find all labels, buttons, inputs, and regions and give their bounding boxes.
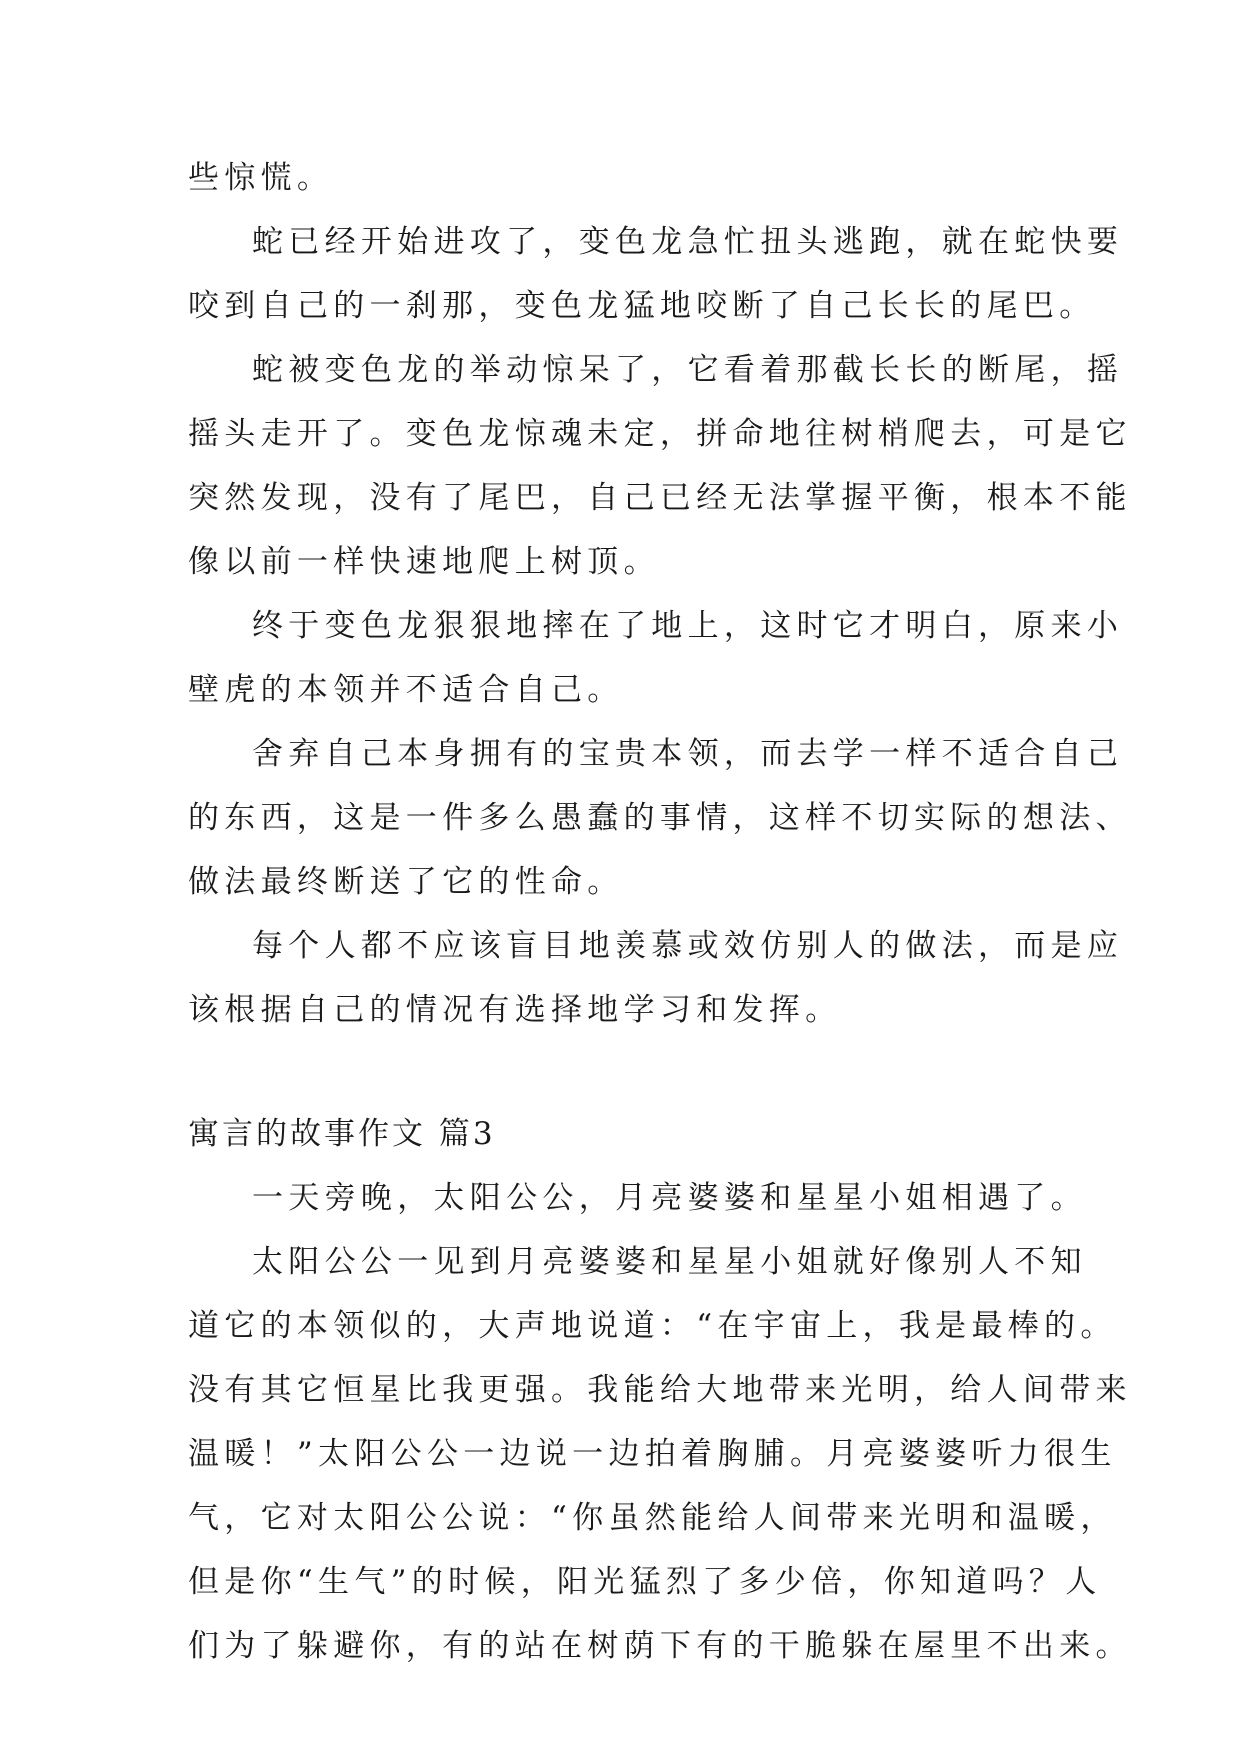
paragraph-line: 像以前一样快速地爬上树顶。 xyxy=(188,544,660,580)
paragraph-line: 壁虎的本领并不适合自己。 xyxy=(188,672,624,708)
section-heading: 寓言的故事作文 篇3 xyxy=(188,1116,496,1152)
paragraph-line: 一天旁晚，太阳公公，月亮婆婆和星星小姐相遇了。 xyxy=(252,1180,1087,1216)
paragraph-line: 们为了躲避你，有的站在树荫下有的干脆躲在屋里不出来。 xyxy=(188,1628,1132,1664)
paragraph-line: 些惊慌。 xyxy=(188,160,334,196)
paragraph-line: 温暖！”太阳公公一边说一边拍着胸脯。月亮婆婆听力很生 xyxy=(188,1436,1117,1472)
paragraph-line: 没有其它恒星比我更强。我能给大地带来光明，给人间带来 xyxy=(188,1372,1132,1408)
paragraph-line: 太阳公公一见到月亮婆婆和星星小姐就好像别人不知 xyxy=(252,1244,1087,1280)
paragraph-line: 气，它对太阳公公说：“你虽然能给人间带来光明和温暖， xyxy=(188,1500,1117,1536)
paragraph-line: 咬到自己的一刹那，变色龙猛地咬断了自己长长的尾巴。 xyxy=(188,288,1096,324)
paragraph-line: 该根据自己的情况有选择地学习和发挥。 xyxy=(188,992,842,1028)
paragraph-line: 的东西，这是一件多么愚蠢的事情，这样不切实际的想法、 xyxy=(188,800,1132,836)
paragraph-line: 做法最终断送了它的性命。 xyxy=(188,864,624,900)
paragraph-line: 但是你“生气”的时候，阳光猛烈了多少倍，你知道吗？人 xyxy=(188,1564,1102,1600)
paragraph-line: 道它的本领似的，大声地说道：“在宇宙上，我是最棒的。 xyxy=(188,1308,1117,1344)
paragraph-line: 突然发现，没有了尾巴，自己已经无法掌握平衡，根本不能 xyxy=(188,480,1132,516)
paragraph-line: 摇头走开了。变色龙惊魂未定，拼命地往树梢爬去，可是它 xyxy=(188,416,1132,452)
paragraph-line: 舍弃自己本身拥有的宝贵本领，而去学一样不适合自己 xyxy=(252,736,1124,772)
paragraph-line: 蛇已经开始进攻了，变色龙急忙扭头逃跑，就在蛇快要 xyxy=(252,224,1124,260)
paragraph-line: 每个人都不应该盲目地羡慕或效仿别人的做法，而是应 xyxy=(252,928,1124,964)
paragraph-line: 蛇被变色龙的举动惊呆了，它看着那截长长的断尾，摇 xyxy=(252,352,1124,388)
paragraph-line: 终于变色龙狠狠地摔在了地上，这时它才明白，原来小 xyxy=(252,608,1124,644)
